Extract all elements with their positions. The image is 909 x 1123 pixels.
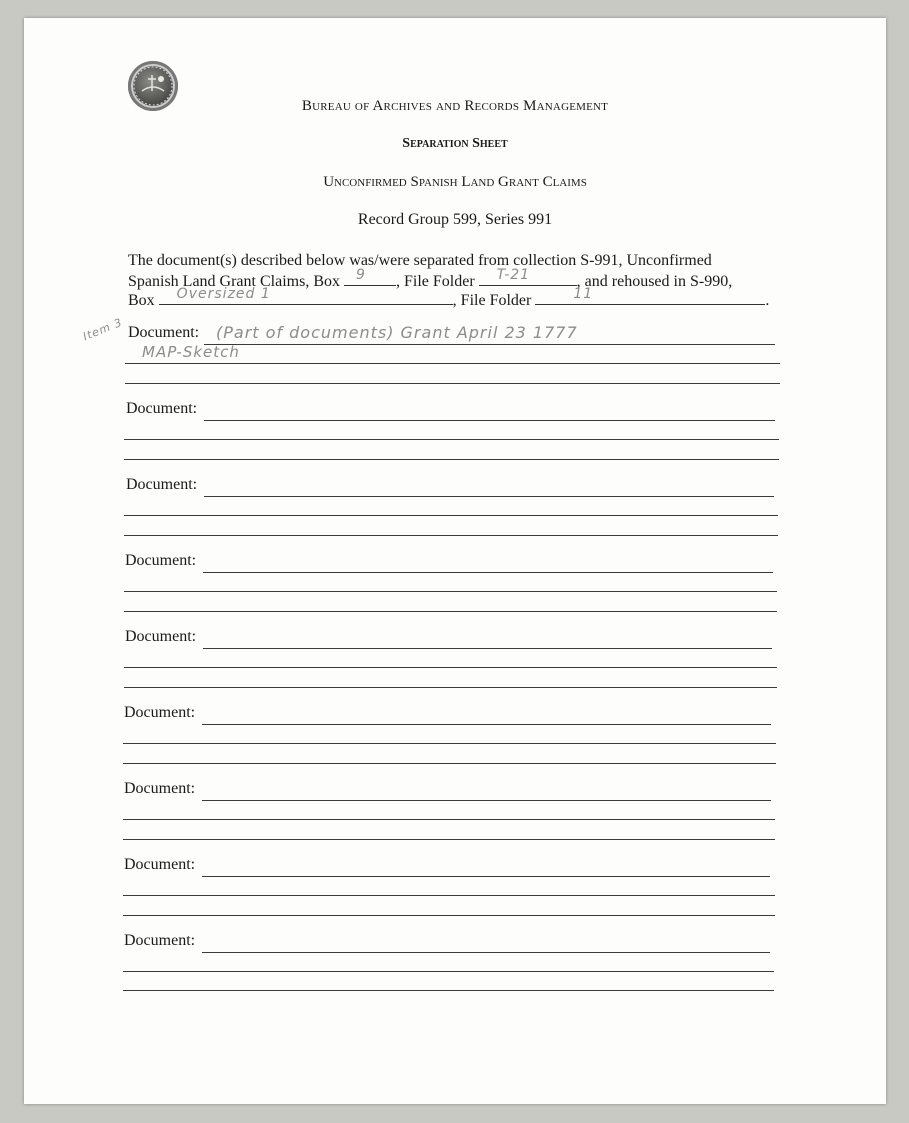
document-line[interactable] xyxy=(124,535,778,536)
document-line[interactable] xyxy=(123,763,776,764)
statement-line-3 xyxy=(128,286,770,310)
document-label: Document: xyxy=(124,780,196,797)
document-label: Document: xyxy=(126,400,198,417)
document-line[interactable] xyxy=(124,667,777,668)
document-line[interactable] xyxy=(123,990,774,991)
document-line[interactable] xyxy=(204,344,775,345)
document-line[interactable] xyxy=(203,572,773,573)
margin-note: Item 3 xyxy=(81,315,125,344)
document-line[interactable] xyxy=(123,971,774,972)
box-value: 9 xyxy=(355,267,366,283)
bureau-heading: Bureau of Archives and Records Management xyxy=(301,98,609,114)
document-label: Document: xyxy=(126,476,198,493)
document-label: Document: xyxy=(125,552,197,569)
statement-line-1: The document(s) described below was/were separated from collection S-991, Unconfirmed xyxy=(128,252,712,269)
document-1-description: (Part of documents) Grant April 23 1777 xyxy=(216,323,578,342)
document-line[interactable] xyxy=(204,420,775,421)
statement-new-folder-label: , File Folder xyxy=(452,292,532,309)
document-line[interactable] xyxy=(202,724,771,725)
document-line[interactable] xyxy=(124,515,778,516)
document-line[interactable] xyxy=(124,459,779,460)
document-line[interactable] xyxy=(123,895,775,896)
collection-subtitle: Unconfirmed Spanish Land Grant Claims xyxy=(323,174,587,190)
document-line[interactable] xyxy=(202,952,770,953)
document-1-description-2: MAP-Sketch xyxy=(142,343,240,361)
separation-sheet xyxy=(24,18,886,1104)
document-label: Document: xyxy=(124,704,196,721)
document-label: Document: xyxy=(124,856,196,873)
document-label: Document: xyxy=(128,324,200,341)
document-label: Document: xyxy=(124,932,196,949)
document-line[interactable] xyxy=(124,611,777,612)
new-folder-value: 11 xyxy=(573,286,594,302)
box-field[interactable] xyxy=(344,267,396,286)
statement-folder-label: , File Folder xyxy=(395,273,475,290)
statement-box-label: Spanish Land Grant Claims, Box xyxy=(128,273,340,290)
document-line[interactable] xyxy=(123,915,775,916)
new-box-field[interactable] xyxy=(159,286,453,305)
new-folder-field[interactable] xyxy=(535,286,765,305)
document-line[interactable] xyxy=(123,819,775,820)
document-line[interactable] xyxy=(202,800,771,801)
document-line[interactable] xyxy=(124,439,779,440)
record-group: Record Group 599, Series 991 xyxy=(357,211,553,228)
page-title: Separation Sheet xyxy=(402,136,508,151)
document-line[interactable] xyxy=(123,743,776,744)
folder-value: T-21 xyxy=(496,267,531,283)
new-box-value: Oversized 1 xyxy=(176,286,271,302)
document-label: Document: xyxy=(125,628,197,645)
folder-field[interactable] xyxy=(479,267,577,286)
document-line[interactable] xyxy=(202,876,770,877)
statement-rehoused-label: , and rehoused in S-990, xyxy=(576,273,733,290)
document-line[interactable] xyxy=(124,687,777,688)
document-line[interactable] xyxy=(124,591,777,592)
document-line[interactable] xyxy=(125,363,780,364)
document-line[interactable] xyxy=(204,496,774,497)
statement-end-period: . xyxy=(765,292,770,309)
document-line[interactable] xyxy=(125,383,780,384)
document-line[interactable] xyxy=(123,839,775,840)
statement-new-box-label: Box xyxy=(128,292,155,309)
document-line[interactable] xyxy=(203,648,772,649)
